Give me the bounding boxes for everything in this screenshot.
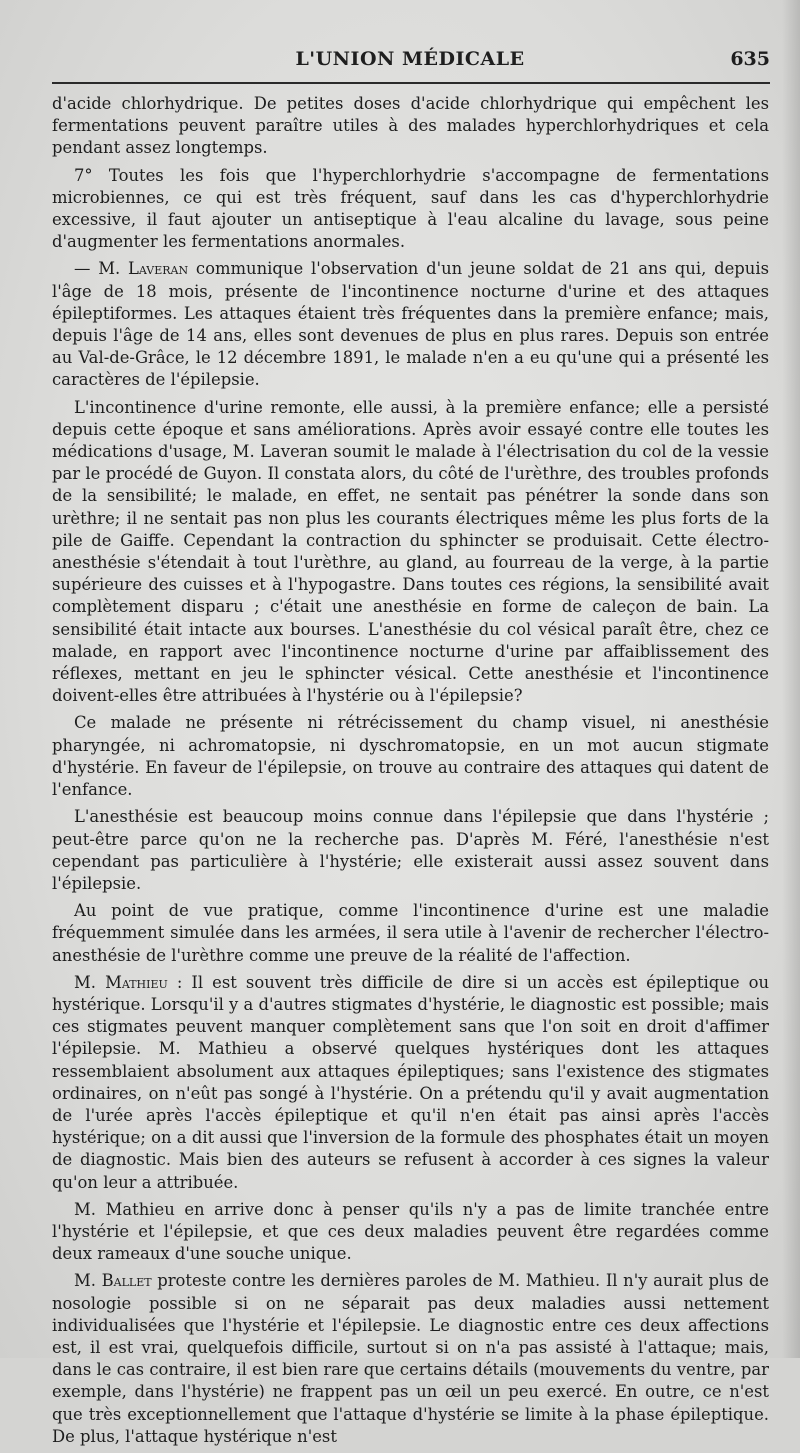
- paragraph-text: L'incontinence d'urine remonte, elle aussi, à la première enfance; elle a persisté depuis cette époque et sans améliorations. Après avoir essayé contre elle toutes les médications d'usage, M. Laveran soumit le malade à l'électrisation du col de la vessie par le procédé de Guyon. Il constata alors, du côté de l'urèthre, des troubles profonds de la sensibilité; le malade, en effet, ne sentait pas pénétrer la sonde dans son urèthre; il ne sentait pas non plus les courants électriques même les plus forts de la pile de Gaiffe. Cependant la contraction du sphincter se produisait. Cette électro-anesthésie s'étendait à tout l'urèthre, au gland, au fourreau de la verge, à la partie supérieure des cuisses et à l'hypogastre. Dans toutes ces régions, la sensibilité avait complètement disparu ; c'était une anesthésie en forme de caleçon de bain. La sensibilité était intacte aux bourses. L'anesthésie du col vésical paraît être, chez ce malade, en rapport avec l'incontinence nocturne d'urine par affaiblissement des réflexes, mettant en jeu le sphincter vésical. Cette anesthésie et l'incontinence doivent-elles être attribuées à l'hystérie ou à l'épilepsie?: [52, 397, 769, 706]
- paragraph-laveran: [52, 258, 769, 391]
- page-header: [50, 44, 770, 78]
- article-body: [52, 93, 769, 1453]
- paragraph-text: d'acide chlorhydrique. De petites doses d'acide chlorhydrique qui empêchent les fermentations peuvent paraître utiles à des malades hyperchlorhydriques et cela pendant assez longtemps.: [52, 94, 769, 158]
- paragraph-text: L'anesthésie est beaucoup moins connue dans l'épilepsie que dans l'hystérie ; peut-être parce qu'on ne la recherche pas. D'après M. Féré, l'anesthésie n'est cependant pas particulière à l'hystérie; elle existerait aussi assez souvent dans l'épilepsie.: [52, 807, 769, 893]
- paragraph-text: : Il est souvent très difficile de dire si un accès est épileptique ou hystérique. Lorsqu'il y a d'autres stigmates d'hystérie, le diagnostic est possible; mais ces stigmates peuvent manquer complètement sans que l'on soit en droit d'affimer l'épilepsie. M. Mathieu a observé quelques hystériques dont les attaques ressemblaient absolument aux attaques épileptiques; sans l'existence des stigmates ordinaires, on n'eût pas songé à l'hystérie. On a prétendu qu'il y avait augmentation de l'urée après l'accès épileptique et qu'il n'en était pas ainsi après l'accès hystérique; on a dit aussi que l'inversion de la formule des phosphates était un moyen de diagnostic. Mais bien des auteurs se refusent à accorder à ces signes la valeur qu'on leur a attribuée.: [52, 972, 770, 1192]
- paragraph-mathieu-conclusion: [52, 1199, 769, 1266]
- page-number: 635: [730, 48, 770, 70]
- paragraph-pratique: [52, 900, 769, 967]
- paragraph-text: communique l'observation d'un jeune soldat de 21 ans qui, depuis l'âge de 18 mois, présente de l'incontinence nocturne d'urine et des attaques épileptiformes. Les attaques étaient très fréquentes dans la première enfance; mais, depuis l'âge de 14 ans, elles sont devenues de plus en plus rares. Depuis son entrée au Val-de-Grâce, le 12 décembre 1891, le malade n'en a eu qu'une qui a présenté les caractères de l'épilepsie.: [52, 259, 769, 390]
- paragraph-continuation: [52, 93, 769, 160]
- header-rule: [52, 82, 770, 84]
- paragraph-stigmates: [52, 712, 769, 801]
- paragraph-lead: — M.: [74, 259, 128, 279]
- paragraph-hyperchlorhydrie: [52, 165, 769, 254]
- paragraph-text: Au point de vue pratique, comme l'incontinence d'urine est une maladie fréquemment simulée dans les armées, il sera utile à l'avenir de rechercher l'électro-anesthésie de l'urèthre comme une preuve de la réalité de l'affection.: [52, 901, 769, 965]
- paragraph-anesthesie: [52, 806, 769, 895]
- paragraph-lead: M.: [74, 1271, 102, 1291]
- speaker-name: Mathieu: [105, 972, 168, 992]
- paragraph-lead: M.: [74, 972, 106, 992]
- speaker-name: Laveran: [128, 259, 189, 279]
- paragraph-text: 7° Toutes les fois que l'hyperchlorhydrie s'accompagne de fermentations microbiennes, ce qui est très fréquent, sauf dans les cas d'hyperchlorhydrie excessive, il faut ajouter un antiseptique à l'eau alcaline du lavage, sous peine d'augmenter les fermentations anormales.: [52, 165, 769, 252]
- paragraph-incontinence: [52, 397, 769, 708]
- paragraph-mathieu: [52, 972, 769, 1194]
- paragraph-text: proteste contre les dernières paroles de M. Mathieu. Il n'y aurait plus de nosologie possible si on ne séparait pas deux maladies aussi nettement individualisées que l'hystérie et l'épilepsie. Le diagnostic entre ces deux affections est, il est vrai, quelquefois difficile, surtout si on n'a pas assisté à l'attaque; mais, dans le cas contraire, il est bien rare que certains détails (mouvements du ventre, par exemple, dans l'hystérie) ne frappent pas un œil un peu exercé. En outre, ce n'est que très exceptionnellement que l'attaque d'hystérie se limite à la phase épileptique. De plus, l'attaque hystérique n'est: [52, 1271, 770, 1446]
- speaker-name: Ballet: [101, 1271, 152, 1291]
- paragraph-text: M. Mathieu en arrive donc à penser qu'ils n'y a pas de limite tranchée entre l'hystérie et l'épilepsie, et que ces deux maladies peuvent être regardées comme deux rameaux d'une souche unique.: [52, 1199, 769, 1264]
- paragraph-ballet: [52, 1270, 769, 1448]
- running-title: L'UNION MÉDICALE: [295, 48, 525, 70]
- paragraph-text: Ce malade ne présente ni rétrécissement du champ visuel, ni anesthésie pharyngée, ni achromatopsie, ni dyschromatopsie, en un mot aucun stigmate d'hystérie. En faveur de l'épilepsie, on trouve au contraire des attaques qui datent de l'enfance.: [52, 713, 769, 800]
